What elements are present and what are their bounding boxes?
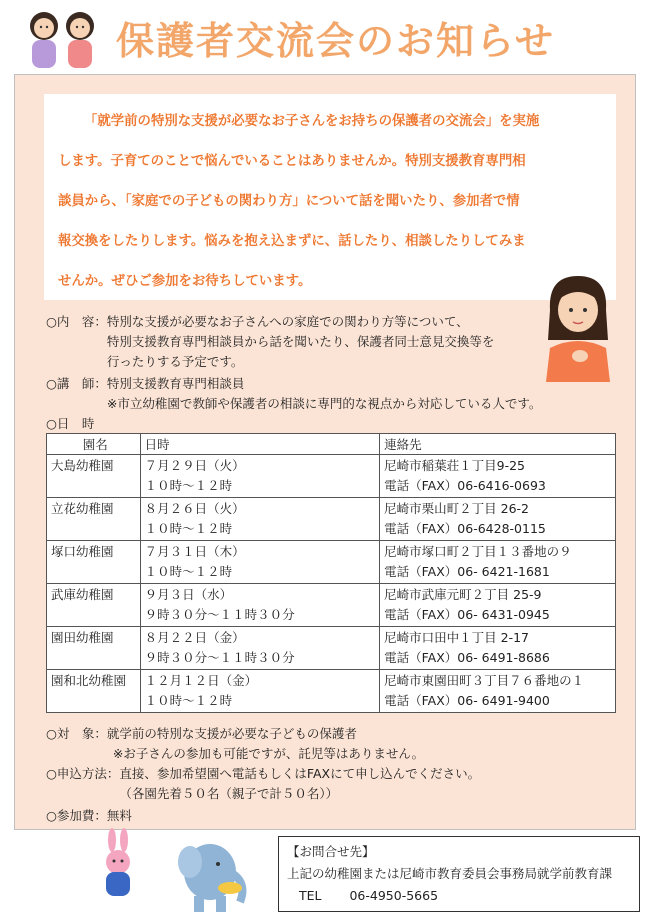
intro-line: 報交換をしたりします。悩みを抱え込まずに、話したり、相談したりしてみま xyxy=(58,234,526,249)
datetime-label: ○日 時 xyxy=(46,416,95,431)
table-row xyxy=(47,498,616,541)
schedule-table xyxy=(46,433,616,713)
time-cell: ９時３０分～１１時３０分 xyxy=(144,650,295,665)
address-cell: 尼崎市栗山町２丁目 26-2 xyxy=(384,501,529,516)
phone-cell: 電話（FAX）06-6428-0115 xyxy=(384,521,546,536)
content-label: ○内 容： xyxy=(46,314,107,329)
date-cell: ８月２２日（金） xyxy=(144,630,245,645)
apply-section xyxy=(46,764,480,804)
date-cell: ９月３日（水） xyxy=(144,587,233,602)
kindergarten-name: 武庫幼稚園 xyxy=(47,584,141,627)
time-cell: １０時～１２時 xyxy=(144,693,233,708)
apply-label: ○申込方法： xyxy=(46,766,120,781)
date-cell: ７月２９日（火） xyxy=(144,458,245,473)
date-cell: １２月１２日（金） xyxy=(144,673,258,688)
time-cell: １０時～１２時 xyxy=(144,478,233,493)
lecturer-section xyxy=(46,374,541,414)
content-line: 特別な支援が必要なお子さんへの家庭での関わり方等について、 xyxy=(106,314,469,329)
kindergarten-name: 塚口幼稚園 xyxy=(47,541,141,584)
content-line: 特別支援教育専門相談員から話を聞いたり、保護者同士意見交換等を xyxy=(106,334,495,349)
fee-label: ○参加費： xyxy=(46,808,107,823)
target-label: ○対 象： xyxy=(46,726,107,741)
address-cell: 尼崎市武庫元町２丁目 25-9 xyxy=(384,587,542,602)
content-line: 行ったりする予定です。 xyxy=(106,354,244,369)
table-row xyxy=(47,541,616,584)
intro-line: せんか。ぜひご参加をお待ちしています。 xyxy=(58,274,312,289)
address-cell: 尼崎市塚口町２丁目１３番地の９ xyxy=(384,544,572,559)
intro-line: します。子育てのことで悩んでいることはありませんか。特別支援教育専門相 xyxy=(58,154,526,169)
contact-box xyxy=(278,836,640,912)
time-cell: １０時～１２時 xyxy=(144,521,233,536)
column-header-contact: 連絡先 xyxy=(380,434,616,455)
intro-text xyxy=(44,94,616,300)
intro-line: 「就学前の特別な支援が必要なお子さんをお持ちの保護者の交流会」を実施 xyxy=(84,114,540,129)
table-header-row xyxy=(47,434,616,455)
parents-illustration-icon xyxy=(22,6,104,68)
lecturer-label: ○講 師： xyxy=(46,376,107,391)
time-cell: ９時３０分～１１時３０分 xyxy=(144,607,295,622)
tel-number[interactable]: 06-4950-5665 xyxy=(349,888,439,903)
lecturer-note: ※市立幼稚園で教師や保護者の相談に専門的な視点から対応している人です。 xyxy=(106,396,542,411)
rabbit-elephant-illustration-icon xyxy=(90,822,260,918)
header xyxy=(0,0,650,72)
apply-note: （各園先着５０名（親子で計５０名）） xyxy=(119,786,339,801)
contact-org: 上記の幼稚園または尼崎市教育委員会事務局就学前教育課 xyxy=(287,866,613,881)
content-section xyxy=(46,312,494,372)
phone-cell: 電話（FAX）06- 6491-9400 xyxy=(384,693,550,708)
table-row xyxy=(47,627,616,670)
tel-label: TEL xyxy=(299,888,322,903)
target-line: 就学前の特別な支援が必要な子どもの保護者 xyxy=(106,726,357,741)
page-title: 保護者交流会のお知らせ xyxy=(116,19,555,63)
column-header-datetime: 日時 xyxy=(140,434,380,455)
phone-cell: 電話（FAX）06- 6431-0945 xyxy=(384,607,550,622)
lecturer-line: 特別支援教育専門相談員 xyxy=(106,376,245,391)
phone-cell: 電話（FAX）06-6416-0693 xyxy=(384,478,546,493)
address-cell: 尼崎市口田中１丁目 2-17 xyxy=(384,630,529,645)
table-row xyxy=(47,670,616,713)
contact-heading: 【お問合せ先】 xyxy=(287,844,375,859)
intro-line: 談員から、「家庭での子どもの関わり方」について話を聞いたり、参加者で情 xyxy=(58,194,520,209)
datetime-section xyxy=(46,414,94,432)
address-cell: 尼崎市東園田町３丁目７６番地の１ xyxy=(384,673,585,688)
time-cell: １０時～１２時 xyxy=(144,564,233,579)
kindergarten-name: 大島幼稚園 xyxy=(47,455,141,498)
kindergarten-name: 立花幼稚園 xyxy=(47,498,141,541)
date-cell: ８月２６日（火） xyxy=(144,501,245,516)
kindergarten-name: 園田幼稚園 xyxy=(47,627,141,670)
target-note: ※お子さんの参加も可能ですが、託児等はありません。 xyxy=(112,746,425,761)
phone-cell: 電話（FAX）06- 6421-1681 xyxy=(384,564,550,579)
fee-value: 無料 xyxy=(106,808,132,823)
woman-illustration-icon xyxy=(538,270,618,382)
phone-cell: 電話（FAX）06- 6491-8686 xyxy=(384,650,550,665)
table-row xyxy=(47,455,616,498)
kindergarten-name: 園和北幼稚園 xyxy=(47,670,141,713)
apply-line: 直接、参加希望園へ電話もしくはFAXにて申し込んでください。 xyxy=(119,766,481,781)
target-section xyxy=(46,724,424,764)
address-cell: 尼崎市稲葉荘１丁目9-25 xyxy=(384,458,526,473)
table-row xyxy=(47,584,616,627)
contact-tel-row xyxy=(287,885,639,907)
date-cell: ７月３１日（木） xyxy=(144,544,245,559)
column-header-name: 園名 xyxy=(47,434,141,455)
